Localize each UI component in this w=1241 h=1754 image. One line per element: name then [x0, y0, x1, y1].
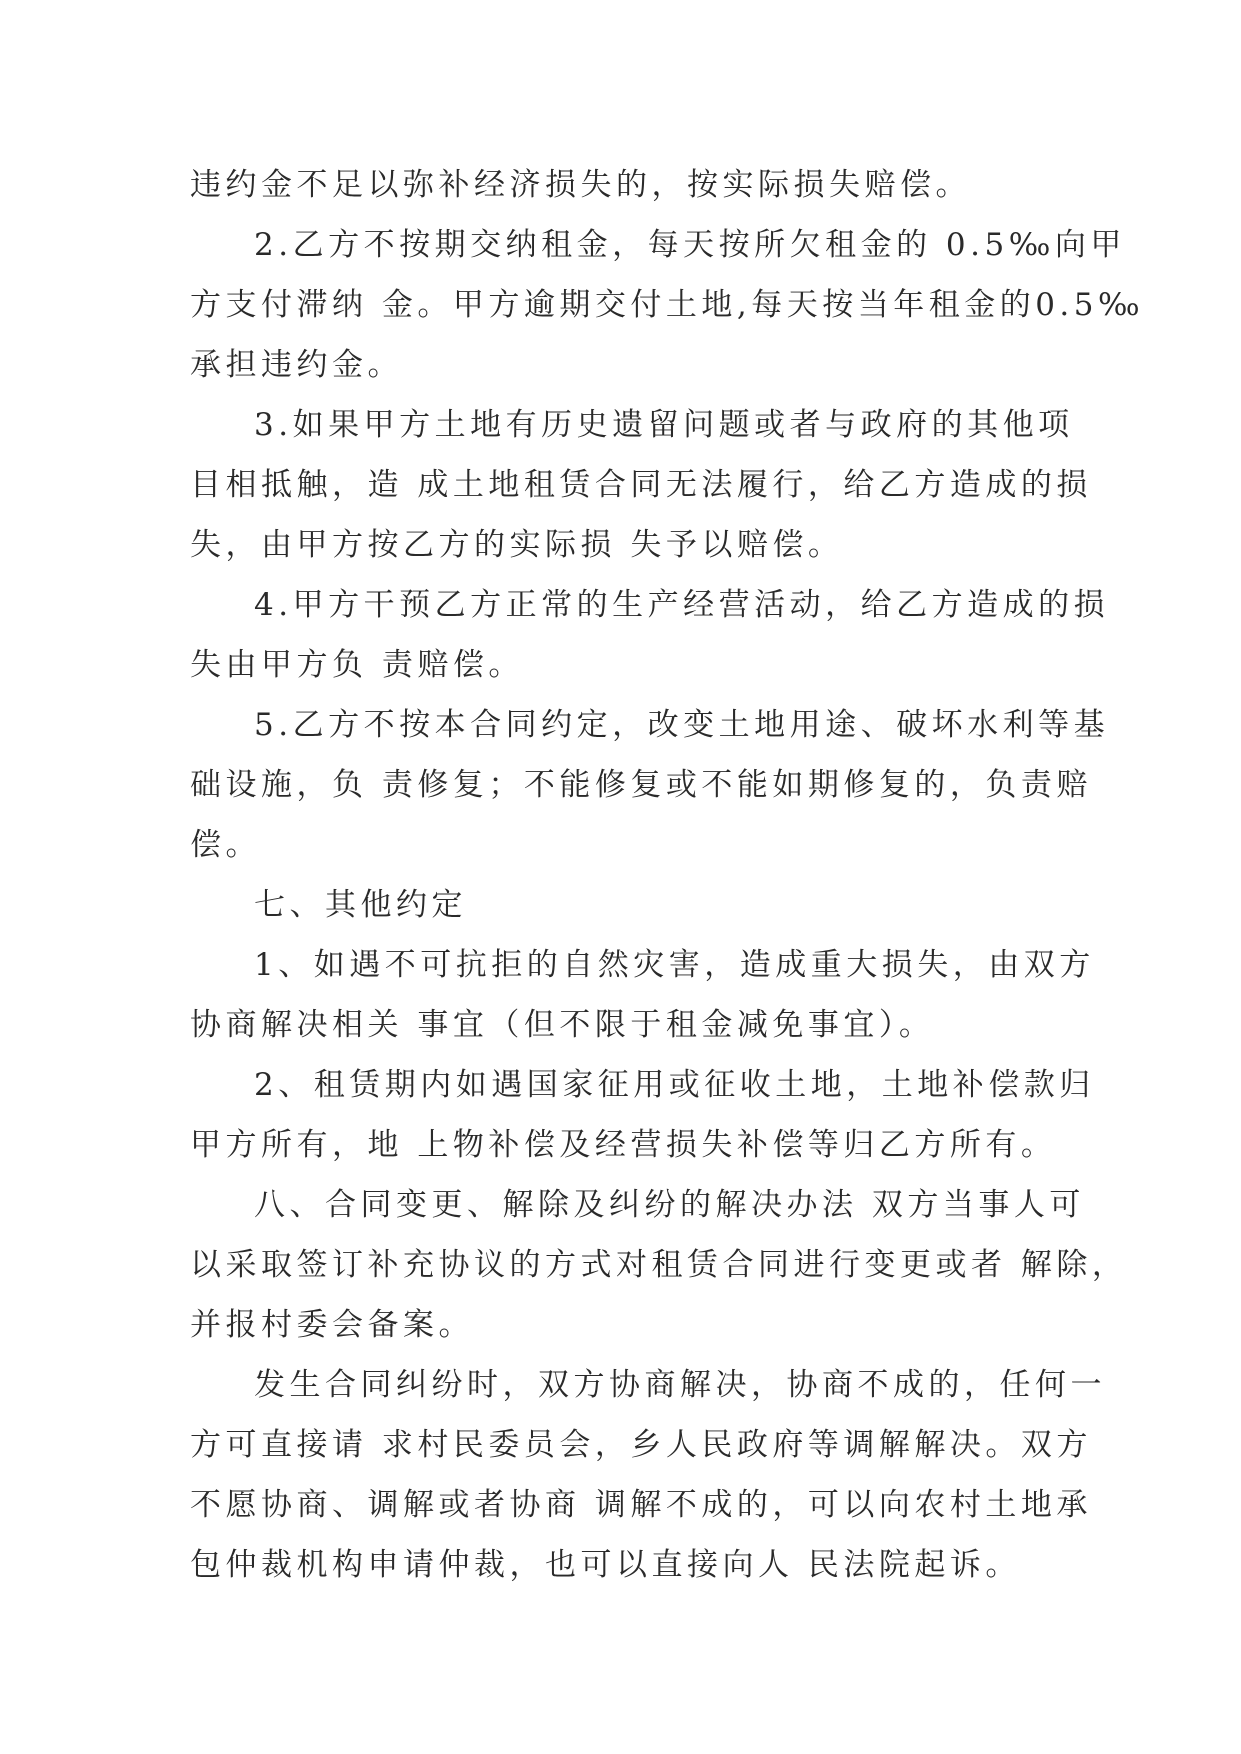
text-line: 偿。	[190, 827, 261, 863]
text-line: 承担违约金。	[190, 347, 403, 383]
text-line: 并报村委会备案。	[190, 1307, 474, 1343]
text-line: 发生合同纠纷时，双方协商解决，协商不成的，任何一	[254, 1367, 1106, 1403]
text-line: 2、租赁期内如遇国家征用或征收土地，土地补偿款归	[254, 1067, 1095, 1103]
text-line: 1、如遇不可抗拒的自然灾害，造成重大损失，由双方	[254, 947, 1095, 983]
text-line: 础设施，负 责修复；不能修复或不能如期修复的，负责赔	[190, 767, 1092, 803]
text-line: 以采取签订补充协议的方式对租赁合同进行变更或者 解除，	[190, 1247, 1128, 1283]
text-line: 失由甲方负 责赔偿。	[190, 647, 524, 683]
text-line: 2.乙方不按期交纳租金，每天按所欠租金的 0.5‰向甲	[254, 227, 1126, 263]
text-line: 包仲裁机构申请仲裁，也可以直接向人 民法院起诉。	[190, 1547, 1021, 1583]
text-line: 方支付滞纳 金。甲方逾期交付土地,每天按当年租金的0.5‰	[190, 287, 1145, 323]
text-line: 失，由甲方按乙方的实际损 失予以赔偿。	[190, 527, 844, 563]
text-line: 甲方所有，地 上物补偿及经营损失补偿等归乙方所有。	[190, 1127, 1057, 1163]
text-line: 4.甲方干预乙方正常的生产经营活动，给乙方造成的损	[254, 587, 1110, 623]
text-line: 不愿协商、调解或者协商 调解不成的，可以向农村土地承	[190, 1487, 1092, 1523]
text-line: 5.乙方不按本合同约定，改变土地用途、破坏水利等基	[254, 707, 1110, 743]
text-line: 方可直接请 求村民委员会，乡人民政府等调解解决。双方	[190, 1427, 1092, 1463]
text-line: 协商解决相关 事宜（但不限于租金减免事宜）。	[190, 1007, 935, 1043]
text-line: 七、其他约定	[254, 887, 467, 923]
text-line: 违约金不足以弥补经济损失的，按实际损失赔偿。	[190, 167, 971, 203]
text-line: 3.如果甲方土地有历史遗留问题或者与政府的其他项	[254, 407, 1074, 443]
document-body	[190, 155, 1145, 1595]
text-line: 目相抵触，造 成土地租赁合同无法履行，给乙方造成的损	[190, 467, 1092, 503]
text-line: 八、合同变更、解除及纠纷的解决办法 双方当事人可	[254, 1187, 1085, 1223]
